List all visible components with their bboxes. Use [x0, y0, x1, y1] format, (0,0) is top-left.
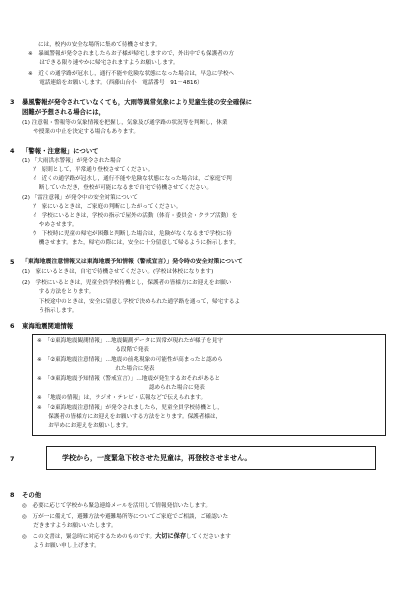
section-4-body: ｲ 近くの通学路が冠水し，通行不能や危険な状態になった場合は，ご家庭で判: [22, 176, 232, 182]
intro-line: はできる限り速やかに帰宅されますようお願いします。: [28, 60, 179, 66]
section-8-title: その他: [22, 491, 42, 499]
section-4-body: ｲ 学校にいるときは，学校の指示で屋外の活動（体育・委員会・クラブ活動）を: [22, 213, 238, 219]
section-5-body: する方法をとります。: [22, 289, 95, 295]
section-8-body: ◎ 必要に応じて学校から緊急連絡メールを活用して情報発信いたします。: [22, 503, 211, 509]
info-box-line: ※ 「②東海地震注意情報」が発令されましたら，児童全員学校待機とし，: [37, 405, 223, 411]
section-5-number: 5: [10, 258, 15, 266]
section-8-number: 8: [10, 491, 15, 499]
info-box-line: る段階で発表: [37, 347, 149, 353]
section-3-title: 暴風警報が発令されていなくても，大雨等異常気象により児童生徒の安全確保に: [22, 98, 253, 106]
intro-line: には，校内の安全な場所に集めて待機させます。: [38, 42, 161, 48]
section-4-body: (2) 「雷注意報」が発令中の安全対策について: [22, 195, 138, 201]
section-3-title-cont: 困難が予想される場合には，: [22, 108, 106, 116]
info-box-line: れた場合に発表: [37, 366, 155, 372]
info-box-line: ※ 「地震の情報」は，ラジオ・テレビ・広報などで伝えられます。: [37, 395, 207, 401]
section-5-body: う指示します。: [22, 308, 78, 314]
section-5-title: 「東海地震注意情報又は東海地震予知情報（警戒宣言）」発令時の安全対策について: [22, 259, 243, 265]
section-4-body: ｳ 下校時に児童の帰宅が困難と判断した場合は，危険がなくなるまで学校に待: [22, 231, 232, 237]
section-4-body: (1) 「大雨洪水警報」が発令された場合: [22, 158, 122, 164]
section-3-body: (1) 注意報・警報等の気象情報を把握し，気象及び通学路の状況等を判断し，休業: [22, 120, 228, 126]
section-8-body: ◎ この文書は，緊急時に対応するためのものです。: [22, 534, 156, 540]
section-4-body: 断していただき，登校が可能になるまで自宅で待機させてください。: [22, 185, 212, 191]
section-5-body: 下校途中のときは，安全に留意し学校で決められた通学路を通って，帰宅するよ: [22, 299, 241, 305]
info-box-line: ※ 「③東海地震予知情報（警戒宣言）」…地震が発生するおそれがあると: [37, 376, 221, 382]
keep-safe-emphasis: 大切に保存: [155, 533, 187, 540]
section-8-body: だきますようお願いいたします。: [22, 523, 117, 529]
section-6-title: 東海地震関連情報: [22, 322, 74, 330]
section-4-body: やめさせます。: [22, 222, 78, 228]
section-4-body: ｱ 原則として，平常通り登校させてください。: [22, 167, 154, 173]
info-box-line: お早めにお迎えをお願いします。: [37, 423, 132, 429]
section-5-body: (2) 学校にいるときは，児童全員学校待機とし，保護者の皆様方にお迎えをお願い: [22, 280, 232, 286]
section-8-body-tail: してくださいます: [186, 534, 231, 540]
intro-line: 電話連絡をお願いします。（西藤山台小 電話番号 91－4816）: [28, 80, 203, 86]
intro-line: ※ 近くの通学路が冠水し，通行不能や危険な状態になった場合は，早急に学校へ: [28, 71, 235, 77]
info-box-line: 保護者の皆様方にお迎えをお願いする方法をとります。保護者様は，: [37, 414, 222, 420]
section-3-body: や授業の中止を決定する場合もあります。: [22, 129, 140, 135]
intro-line: ※ 暴風警報が発令されましたらお子様が帰宅しますので，外出中でも保護者の方: [28, 51, 234, 57]
section-7-number: 7: [10, 455, 15, 463]
section-4-body: ｱ 家にいるときは，ご家庭の判断にしたがってください。: [22, 204, 182, 210]
section-4-number: 4: [10, 147, 15, 155]
section-8-last-line: [22, 533, 231, 542]
section-8-body: ◎ 万が一に備えて，避難方法や避難場所等についてご家庭でご相談，ご確認いた: [22, 514, 229, 520]
section-3-number: 3: [10, 98, 15, 106]
section-6-number: 6: [10, 322, 15, 330]
info-box-line: ※ 「①東海地震観測情報」…地震観測データに異常が現れたが様子を見守: [37, 338, 223, 344]
section-5-body: (1) 家にいるときは，自宅で待機させてください。(学校は休校になります): [22, 269, 214, 275]
notice-text: 学校から，一度緊急下校させた児童は，再登校させません。: [62, 454, 252, 462]
section-4-body: 機させます。また，帰宅の際には，安全に十分留意して帰るように指示します。: [22, 240, 240, 246]
info-box-line: ※ 「②東海地震注意情報」…地震の前兆現象の可能性が高まったと認めら: [37, 357, 223, 363]
info-box-line: 認められた場合に発表: [37, 385, 205, 391]
section-4-title: 「警報・注意報」について: [22, 147, 99, 155]
section-8-body: ようお願い申し上げます。: [22, 543, 100, 549]
